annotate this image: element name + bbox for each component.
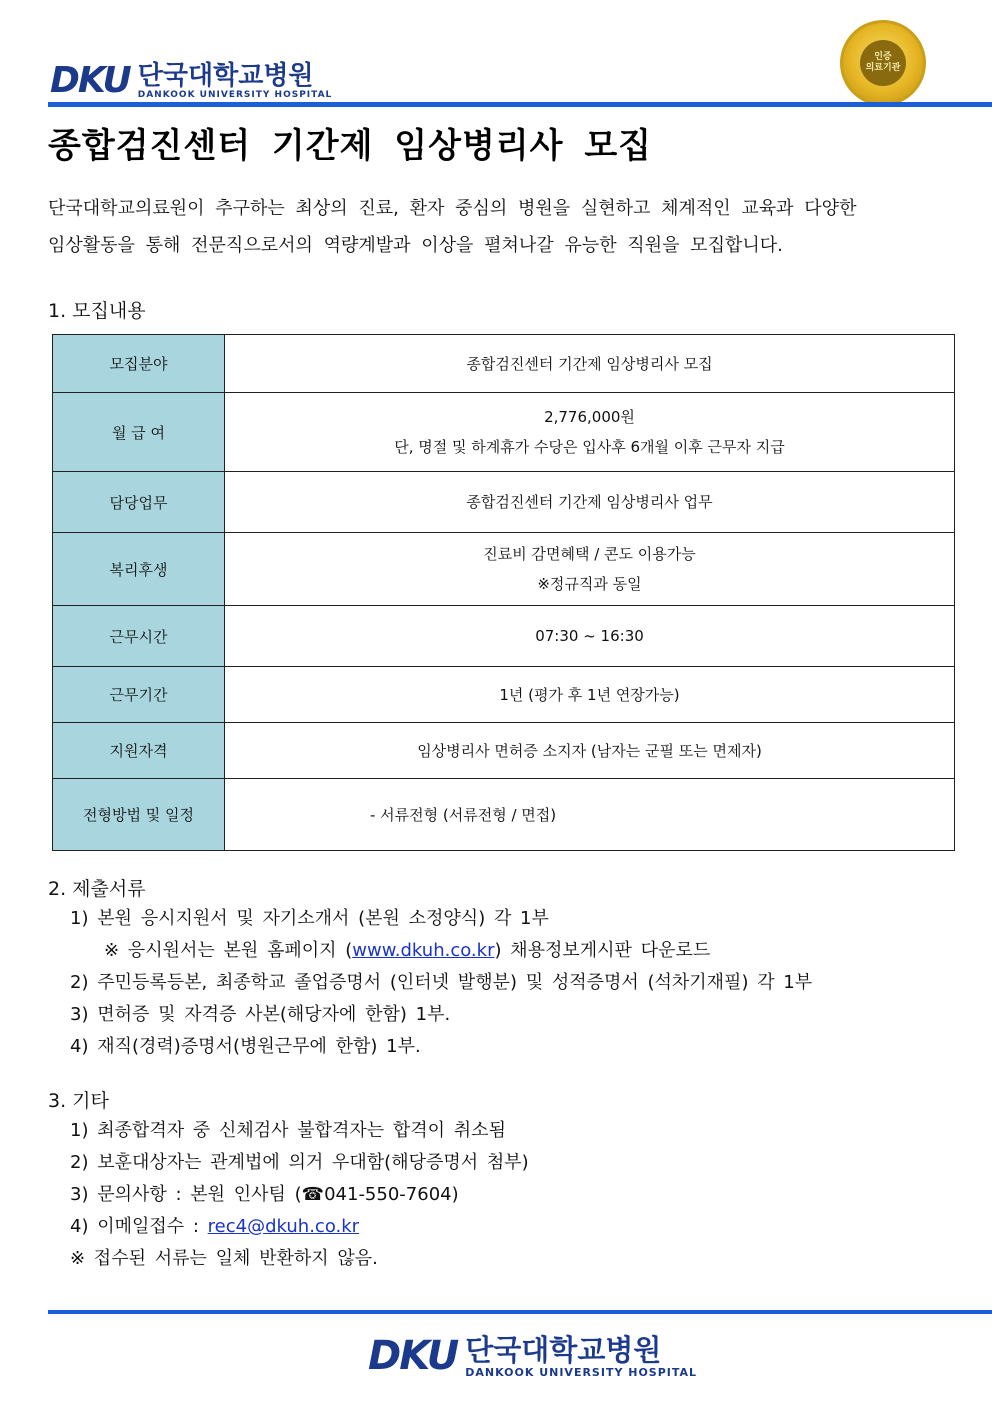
logo-english: DANKOOK UNIVERSITY HOSPITAL — [465, 1365, 698, 1379]
seal-text-2: 의료기관 — [865, 63, 901, 73]
logo-korean: 단국대학교병원 — [465, 1332, 662, 1367]
header-logo — [50, 60, 332, 101]
list-item: 3) 문의사항 : 본원 인사팀 (☎041-550-7604) — [70, 1184, 459, 1205]
list-item: 1) 본원 응시지원서 및 자기소개서 (본원 소정양식) 각 1부 — [70, 908, 549, 929]
row-key: 전형방법 및 일정 — [53, 779, 225, 851]
row-value: 진료비 감면혜택 / 콘도 이용가능 ※정규직과 동일 — [225, 533, 955, 606]
list-item: 4) 재직(경력)증명서(병원근무에 한함) 1부. — [70, 1036, 421, 1057]
list-item: 1) 최종합격자 중 신체검사 불합격자는 합격이 취소됨 — [70, 1120, 506, 1141]
seal-text-1: 인증 — [874, 52, 892, 62]
row-value: 임상병리사 면허증 소지자 (남자는 군필 또는 면제자) — [225, 723, 955, 779]
row-key: 근무시간 — [53, 606, 225, 667]
table-row — [53, 667, 955, 723]
table-row — [53, 335, 955, 393]
footer-rule — [48, 1310, 992, 1314]
row-value: 종합검진센터 기간제 임상병리사 모집 — [225, 335, 955, 393]
table-row — [53, 393, 955, 472]
recruitment-table — [52, 334, 955, 851]
list-item: 2) 주민등록등본, 최종학교 졸업증명서 (인터넷 발행분) 및 성적증명서 (석차기재필) 각 1부 — [70, 972, 813, 993]
logo-mark: DKU — [50, 60, 130, 101]
email-link[interactable]: rec4@dkuh.co.kr — [207, 1216, 360, 1237]
section-2-heading: 2. 제출서류 — [48, 878, 146, 900]
row-key: 복리후생 — [53, 533, 225, 606]
table-row — [53, 723, 955, 779]
intro-line-1: 단국대학교의료원이 추구하는 최상의 진료, 환자 중심의 병원을 실현하고 체계적인 교육과 다양한 — [48, 198, 857, 219]
intro-text — [48, 190, 958, 264]
table-row — [53, 606, 955, 667]
table-row — [53, 533, 955, 606]
row-key: 지원자격 — [53, 723, 225, 779]
homepage-link[interactable]: www.dkuh.co.kr — [352, 940, 495, 961]
row-value: - 서류전형 (서류전형 / 면접) — [225, 779, 955, 851]
section-2-list — [70, 903, 970, 1063]
section-3-heading: 3. 기타 — [48, 1090, 109, 1112]
list-item: 2) 보훈대상자는 관계법에 의거 우대함(해당증명서 첨부) — [70, 1152, 529, 1173]
seal-emblem — [860, 40, 906, 86]
list-item: 4) 이메일접수 : rec4@dkuh.co.kr — [70, 1216, 360, 1237]
row-value: 07:30 ~ 16:30 — [225, 606, 955, 667]
row-key: 근무기간 — [53, 667, 225, 723]
row-key: 담당업무 — [53, 472, 225, 533]
row-value: 종합검진센터 기간제 임상병리사 업무 — [225, 472, 955, 533]
list-item-note: ※ 접수된 서류는 일체 반환하지 않음. — [70, 1248, 378, 1269]
logo-english: DANKOOK UNIVERSITY HOSPITAL — [137, 89, 333, 100]
certification-seal — [840, 20, 926, 106]
list-item: 3) 면허증 및 자격증 사본(해당자에 한함) 1부. — [70, 1004, 451, 1025]
table-row — [53, 779, 955, 851]
header-rule — [48, 102, 992, 107]
logo-mark: DKU — [368, 1333, 458, 1379]
intro-line-2: 임상활동을 통해 전문직으로서의 역량계발과 이상을 펼쳐나갈 유능한 직원을 모집합니다. — [48, 235, 783, 256]
logo-korean: 단국대학교병원 — [137, 60, 314, 91]
row-key: 모집분야 — [53, 335, 225, 393]
page-title: 종합검진센터 기간제 임상병리사 모집 — [48, 126, 653, 166]
list-item-note: ※ 응시원서는 본원 홈페이지 (www.dkuh.co.kr) 채용정보게시판 다운로드 — [104, 940, 711, 961]
section-3-list — [70, 1115, 970, 1275]
row-value: 1년 (평가 후 1년 연장가능) — [225, 667, 955, 723]
row-key: 월 급 여 — [53, 393, 225, 472]
row-value: 2,776,000원 단, 명절 및 하계휴가 수당은 입사후 6개월 이후 근무자 지급 — [225, 393, 955, 472]
footer-logo — [368, 1333, 697, 1379]
section-1-heading: 1. 모집내용 — [48, 300, 146, 322]
table-row — [53, 472, 955, 533]
